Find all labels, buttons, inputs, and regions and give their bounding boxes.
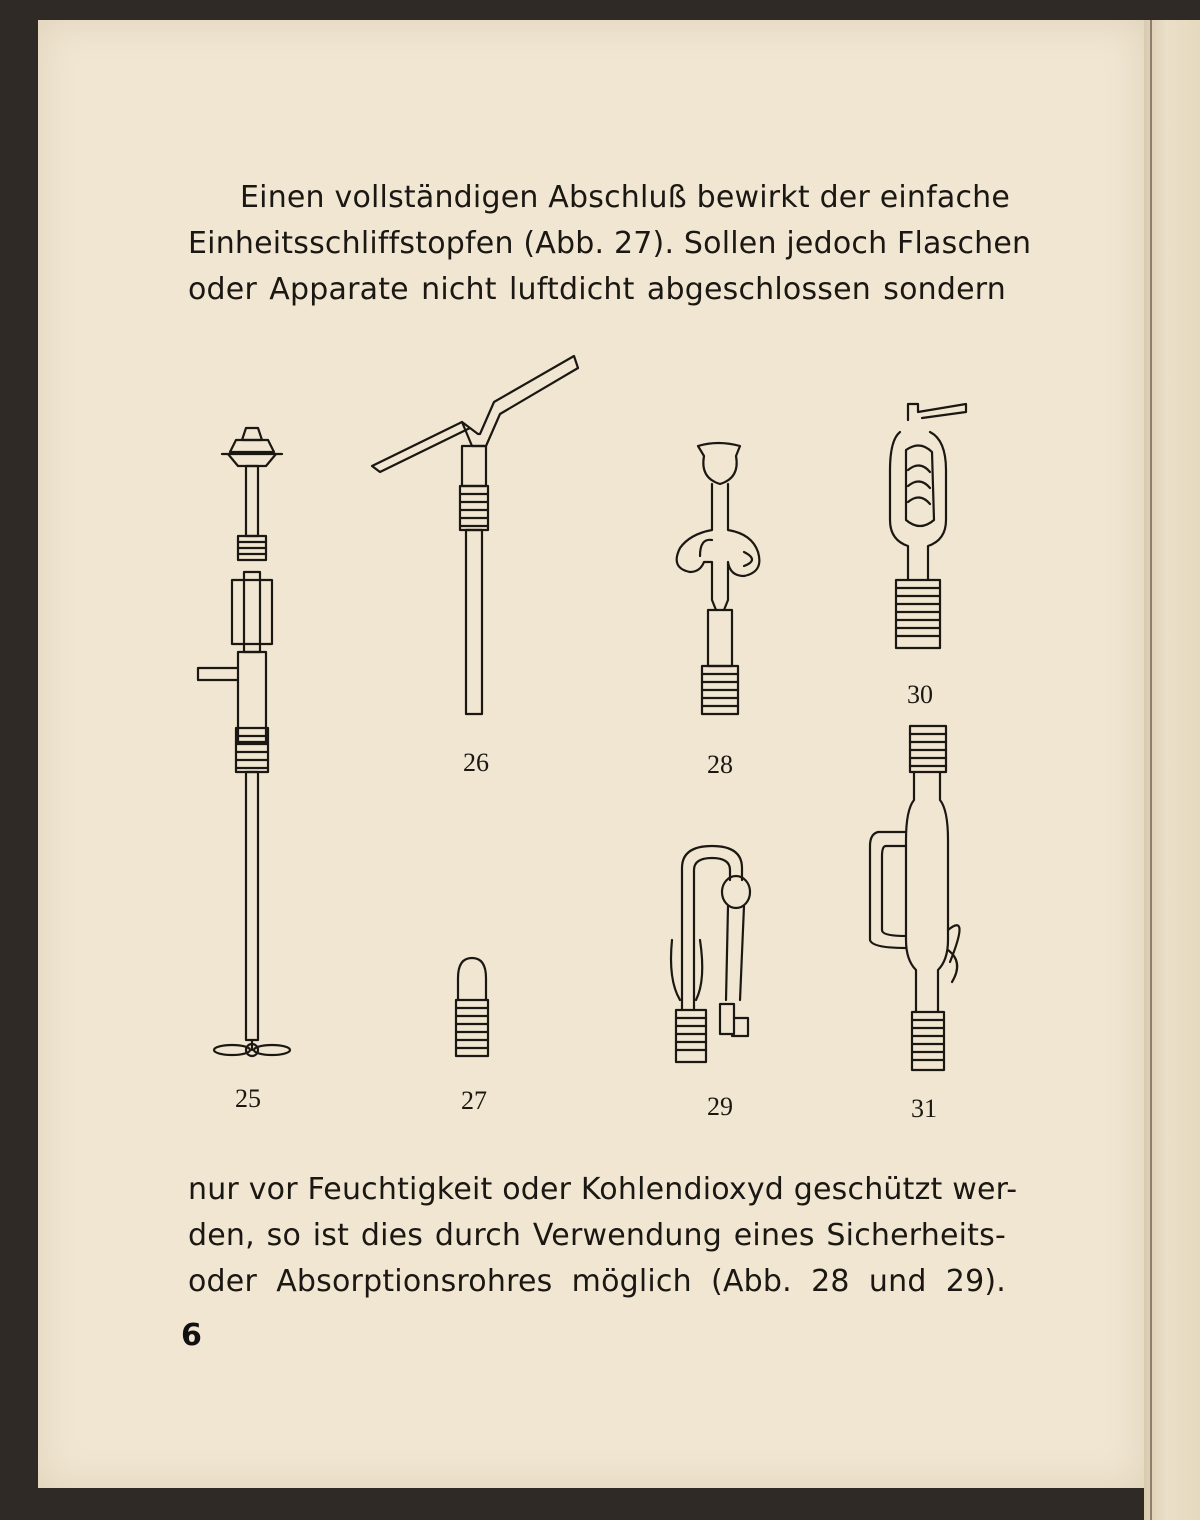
figure-label-31: 31 <box>911 1094 937 1123</box>
figure-label-26: 26 <box>463 748 489 777</box>
page-number: 6 <box>181 1318 202 1353</box>
text-line: oder Absorptionsrohres möglich (Abb. 28 und 29). <box>188 1264 1006 1299</box>
text-line: oder Apparate nicht luftdicht abgeschlossen sondern <box>188 272 1006 307</box>
figure-30-bulb-tube <box>890 404 966 648</box>
figure-label-27: 27 <box>461 1086 487 1115</box>
figure-31-extractor <box>870 726 960 1070</box>
figure-25-stirrer <box>198 428 290 1056</box>
figure-label-30: 30 <box>907 680 933 709</box>
paragraph-bottom <box>188 1167 1018 1305</box>
text-line: nur vor Feuchtigkeit oder Kohlendioxyd geschützt wer- <box>188 1172 1018 1207</box>
text-line: Einheitsschliffstopfen (Abb. 27). Sollen jedoch Flaschen <box>188 226 1032 261</box>
figure-label-28: 28 <box>707 750 733 779</box>
figure-27-stopper <box>456 958 488 1056</box>
figure-26-bent-tube <box>372 356 578 714</box>
figure-28-safety-tube <box>677 443 760 714</box>
figure-label-25: 25 <box>235 1084 261 1113</box>
text-line: den, so ist dies durch Verwendung eines Sicherheits- <box>188 1218 1006 1253</box>
figure-label-29: 29 <box>707 1092 733 1121</box>
text-line: Einen vollständigen Abschluß bewirkt der einfache <box>240 180 1011 215</box>
figure-29-absorption-tube <box>671 846 750 1062</box>
